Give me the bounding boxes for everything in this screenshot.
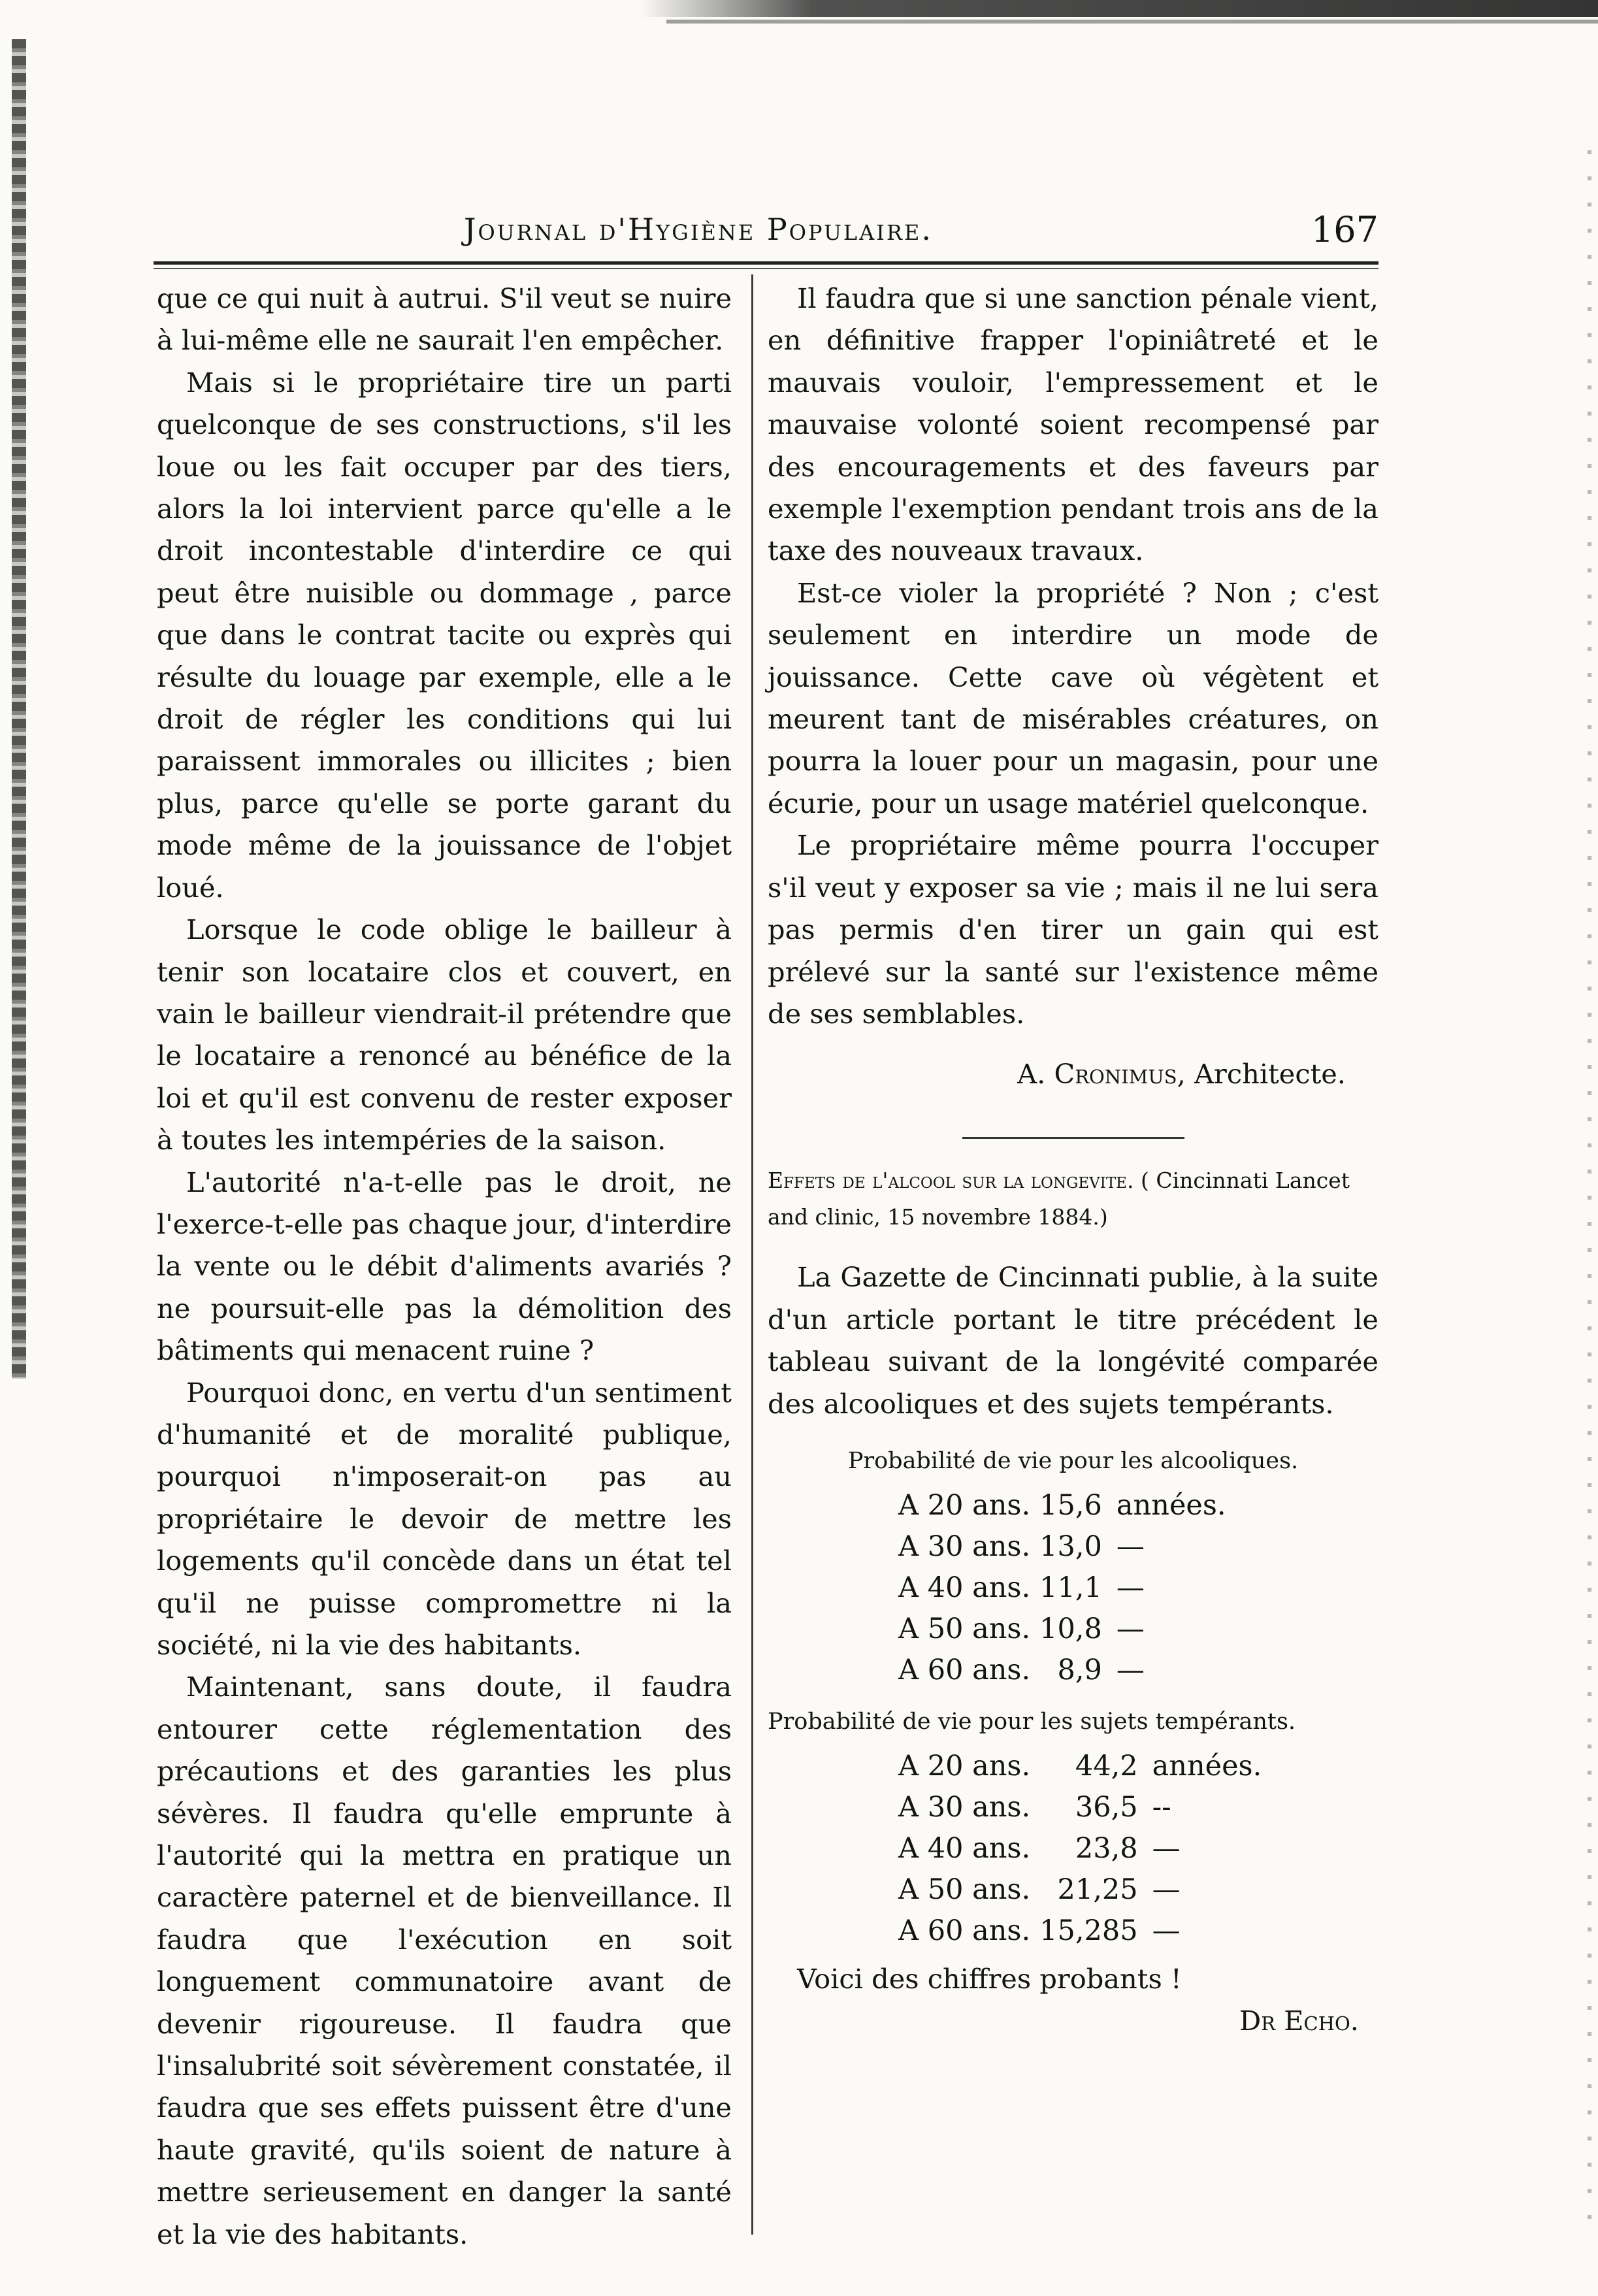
table-row bbox=[898, 1650, 1235, 1691]
author-role: , Architecte. bbox=[1177, 1058, 1346, 1091]
article-intro: La Gazette de Cincinnati publie, à la suite d'un article portant le titre précédent le tableau suivant de la longévité comparée des alcooliques et des sujets tempérants. bbox=[768, 1261, 1378, 1420]
page-number: 167 bbox=[1311, 209, 1378, 250]
value-cell: 8,9 bbox=[1057, 1653, 1102, 1686]
suffix-cell: -- bbox=[1152, 1790, 1171, 1824]
age-cell: A 40 ans. bbox=[898, 1831, 1031, 1865]
age-cell: A 40 ans. bbox=[898, 1571, 1031, 1604]
paragraph: Lorsque le code oblige le bailleur à tenir son locataire clos et couvert, en vain le bailleur viendrait-il prétendre que le locataire a renoncé au bénéfice de la loi et qu'il est convenu de rester exposer à toutes les intempéries de la saison. bbox=[157, 913, 732, 1156]
table-row bbox=[898, 1828, 1271, 1869]
age-cell: A 50 ans. bbox=[898, 1612, 1031, 1645]
table-row bbox=[898, 1567, 1235, 1609]
table-caption-alcoholics: Probabilité de vie pour les alcooliques. bbox=[847, 1447, 1299, 1474]
table-row bbox=[898, 1485, 1235, 1526]
page-header bbox=[157, 209, 1378, 261]
paragraph: Le propriétaire même pourra l'occuper s'il veut y exposer sa vie ; mais il ne lui sera pas permis d'en tirer un gain qui est prélevé sur la santé sur l'existence même de ses semblables. bbox=[768, 829, 1378, 1030]
table-row bbox=[898, 1609, 1235, 1650]
scan-edge-top bbox=[640, 0, 1598, 17]
suffix-cell: — bbox=[1152, 1914, 1181, 1947]
value-cell: 15,6 bbox=[1039, 1488, 1102, 1522]
table-temperate bbox=[898, 1746, 1271, 1952]
paragraph: Est-ce violer la propriété ? Non ; c'est seulement en interdire un mode de jouissance. Cette cave où végètent et meurent tant de misérables créatures, on pourra la louer pour un magasin, pour une écurie, pour un usage matériel quelconque. bbox=[768, 576, 1378, 819]
age-cell: A 60 ans. bbox=[898, 1653, 1031, 1686]
closing-line: Voici des chiffres probants ! bbox=[797, 1962, 1182, 1995]
suffix-cell: — bbox=[1116, 1612, 1145, 1645]
table-alcoholics bbox=[898, 1485, 1235, 1691]
suffix-cell: — bbox=[1116, 1530, 1145, 1563]
paragraph: L'autorité n'a-t-elle pas le droit, ne l'exerce-t-elle pas chaque jour, d'interdire la vente ou le débit d'aliments avariés ? ne poursuit-elle pas la démolition des bâtiments qui menacent ruine ? bbox=[157, 1166, 732, 1367]
age-cell: A 30 ans. bbox=[898, 1790, 1031, 1824]
suffix-cell: — bbox=[1152, 1831, 1181, 1865]
author-signature bbox=[768, 1053, 1378, 1095]
article-source: ( Cincinnati Lancet and clinic, 15 novembre 1884.) bbox=[768, 1168, 1350, 1230]
header-rule-thin bbox=[154, 268, 1378, 269]
scan-edge-left bbox=[12, 39, 26, 1379]
value-cell: 10,8 bbox=[1039, 1612, 1102, 1645]
paragraph: Pourquoi donc, en vertu d'un sentiment d'humanité et de moralité publique, pourquoi n'imposerait-on pas au propriétaire le devoir de mettre les logements qu'il concède dans un état tel qu'il ne puisse compromettre ni la société, ni la vie des habitants. bbox=[157, 1376, 732, 1661]
paragraph: Il faudra que si une sanction pénale vient, en définitive frapper l'opiniâtreté et le mauvais vouloir, l'empressement et le mauvaise volonté soient recompensé par des encouragements et des faveurs par exemple l'exemption pendant trois ans de la taxe des nouveaux travaux. bbox=[768, 282, 1378, 567]
section-divider bbox=[962, 1137, 1184, 1139]
running-title: Journal d'Hygiène Populaire. bbox=[464, 212, 934, 247]
suffix-cell: — bbox=[1116, 1571, 1145, 1604]
age-cell: A 30 ans. bbox=[898, 1530, 1031, 1563]
value-cell: 44,2 bbox=[1075, 1749, 1138, 1782]
value-cell: 15,285 bbox=[1039, 1914, 1138, 1947]
value-cell: 13,0 bbox=[1039, 1530, 1102, 1563]
value-cell: 21,25 bbox=[1057, 1873, 1138, 1906]
suffix-cell: années. bbox=[1116, 1488, 1226, 1522]
value-cell: 36,5 bbox=[1075, 1790, 1138, 1824]
table-row bbox=[898, 1746, 1271, 1787]
age-cell: A 20 ans. bbox=[898, 1488, 1031, 1522]
scan-edge-right bbox=[1588, 150, 1591, 2241]
table-row bbox=[898, 1869, 1271, 1911]
left-column bbox=[157, 278, 732, 2255]
paragraph: Maintenant, sans doute, il faudra entourer cette réglementation des précautions et des garanties les plus sévères. Il faudra qu'elle emprunte à l'autorité qui la mettra en pratique un caractère paternel et de bienveillance. Il faudra que l'exécution en soit longuement communatoire avant de devenir rigoureuse. Il faudra que l'insalubrité soit sévèrement constatée, il faudra que ses effets puissent être d'une haute gravité, qu'ils soient de nature à mettre serieusement en danger la santé et la vie des habitants. bbox=[157, 1671, 732, 2250]
paragraph: Mais si le propriétaire tire un parti quelconque de ses constructions, s'il les loue ou les fait occuper par des tiers, alors la loi intervient parce qu'elle a le droit incontestable d'interdire ce qui peut être nuisible ou dommage , parce que dans le contrat tacite ou exprès qui résulte du louage par exemple, elle a le droit de régler les conditions qui lui paraissent immorales ou illicites ; bien plus, parce qu'elle se porte garant du mode même de la jouissance de l'objet loué. bbox=[157, 366, 732, 904]
article-heading bbox=[768, 1162, 1378, 1236]
table-caption-temperate: Probabilité de vie pour les sujets tempérants. bbox=[768, 1708, 1296, 1735]
column-divider bbox=[751, 274, 753, 2235]
author-name: A. Cronimus bbox=[1017, 1058, 1177, 1091]
right-column bbox=[768, 278, 1378, 2042]
article-signature: Dr Echo. bbox=[1239, 2005, 1359, 2037]
header-rule bbox=[154, 261, 1378, 265]
table-row bbox=[898, 1911, 1271, 1952]
paragraph: que ce qui nuit à autrui. S'il veut se nuire à lui-même elle ne saurait l'en empêcher. bbox=[157, 282, 732, 357]
table-row bbox=[898, 1526, 1235, 1567]
value-cell: 11,1 bbox=[1039, 1571, 1102, 1604]
suffix-cell: — bbox=[1116, 1653, 1145, 1686]
table-row bbox=[898, 1787, 1271, 1828]
scan-edge-top-line bbox=[666, 20, 1598, 24]
suffix-cell: — bbox=[1152, 1873, 1181, 1906]
age-cell: A 20 ans. bbox=[898, 1749, 1031, 1782]
article-title: Effets de l'alcool sur la longevite. bbox=[768, 1168, 1134, 1194]
age-cell: A 50 ans. bbox=[898, 1873, 1031, 1906]
suffix-cell: années. bbox=[1152, 1749, 1262, 1782]
age-cell: A 60 ans. bbox=[898, 1914, 1031, 1947]
value-cell: 23,8 bbox=[1075, 1831, 1138, 1865]
